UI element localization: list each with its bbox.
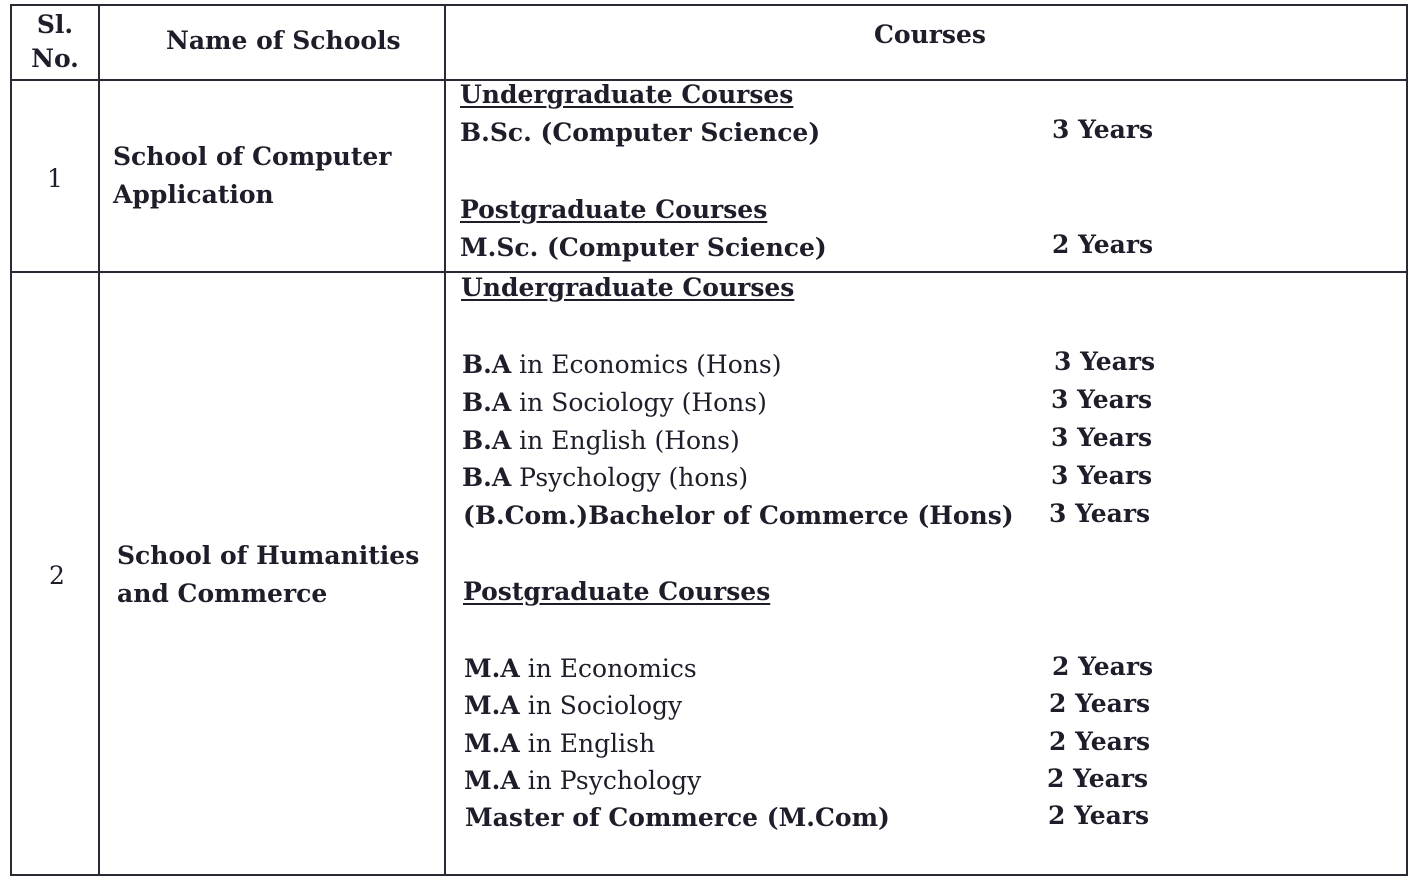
header-school-name: Name of Schools bbox=[166, 26, 401, 55]
row-2-pg-course-3 bbox=[464, 729, 655, 759]
row-2-ug-course-2 bbox=[462, 388, 767, 418]
row-2-ug-course-5 bbox=[463, 501, 1014, 531]
course-name: B.Sc. (Computer Science) bbox=[460, 118, 821, 147]
row-2-pg-duration-1: 2 Years bbox=[1052, 652, 1154, 681]
row-1-pg-heading: Postgraduate Courses bbox=[460, 195, 768, 224]
course-detail: in Psychology bbox=[519, 766, 702, 795]
course-name: B.A bbox=[462, 426, 512, 455]
row-1-ug-course-1 bbox=[460, 118, 820, 148]
row-2-sl-no: 2 bbox=[49, 561, 65, 590]
course-detail: in Economics (Hons) bbox=[511, 350, 782, 379]
row-2-pg-course-5 bbox=[465, 803, 890, 833]
row-2-ug-course-1 bbox=[462, 350, 781, 380]
row-1-pg-duration-1: 2 Years bbox=[1052, 230, 1154, 259]
row-1-pg-course-1 bbox=[460, 233, 827, 263]
row-2-pg-duration-3: 2 Years bbox=[1049, 727, 1151, 756]
column-divider-1 bbox=[98, 4, 100, 876]
row-1-ug-heading: Undergraduate Courses bbox=[460, 80, 794, 109]
course-name: B.A bbox=[462, 463, 512, 492]
course-name: M.A bbox=[464, 654, 520, 683]
row-2-school-name: School of Humanities and Commerce bbox=[117, 541, 420, 608]
column-divider-2 bbox=[444, 4, 446, 876]
row-1-school-name: School of Computer Application bbox=[113, 142, 392, 209]
row-1-ug-duration-1: 3 Years bbox=[1052, 115, 1154, 144]
row-1-sl-no: 1 bbox=[47, 164, 63, 193]
row-2-ug-duration-3: 3 Years bbox=[1051, 423, 1153, 452]
course-detail: in English bbox=[519, 729, 656, 758]
course-detail: in English (Hons) bbox=[511, 426, 740, 455]
row-2-pg-course-2 bbox=[464, 691, 682, 721]
row-2-ug-duration-4: 3 Years bbox=[1051, 461, 1153, 490]
course-detail: Psychology (hons) bbox=[511, 463, 749, 492]
row-2-ug-duration-2: 3 Years bbox=[1051, 385, 1153, 414]
course-name: Master of Commerce (M.Com) bbox=[465, 803, 890, 832]
row-2-ug-heading: Undergraduate Courses bbox=[461, 273, 795, 302]
course-name: (B.Com.)Bachelor of Commerce (Hons) bbox=[463, 501, 1014, 530]
row-2-pg-duration-4: 2 Years bbox=[1047, 764, 1149, 793]
course-detail: in Sociology bbox=[519, 691, 683, 720]
row-2-pg-duration-2: 2 Years bbox=[1049, 689, 1151, 718]
course-name: M.A bbox=[464, 691, 520, 720]
course-name: B.A bbox=[462, 388, 512, 417]
course-name: B.A bbox=[462, 350, 512, 379]
course-name: M.A bbox=[464, 766, 520, 795]
row-2-ug-course-3 bbox=[462, 426, 740, 456]
course-name: M.Sc. (Computer Science) bbox=[460, 233, 827, 262]
row-2-pg-course-1 bbox=[464, 654, 697, 684]
row-2-pg-course-4 bbox=[464, 766, 701, 796]
header-sl-no: Sl. No. bbox=[31, 10, 79, 73]
row-2-ug-duration-1: 3 Years bbox=[1054, 347, 1156, 376]
course-detail: in Sociology (Hons) bbox=[511, 388, 767, 417]
row-2-pg-heading: Postgraduate Courses bbox=[463, 577, 771, 606]
row-2-ug-course-4 bbox=[462, 463, 748, 493]
course-name: M.A bbox=[464, 729, 520, 758]
course-detail: in Economics bbox=[519, 654, 697, 683]
row-2-ug-duration-5: 3 Years bbox=[1049, 499, 1151, 528]
row-2-pg-duration-5: 2 Years bbox=[1048, 801, 1150, 830]
header-courses: Courses bbox=[874, 20, 986, 49]
